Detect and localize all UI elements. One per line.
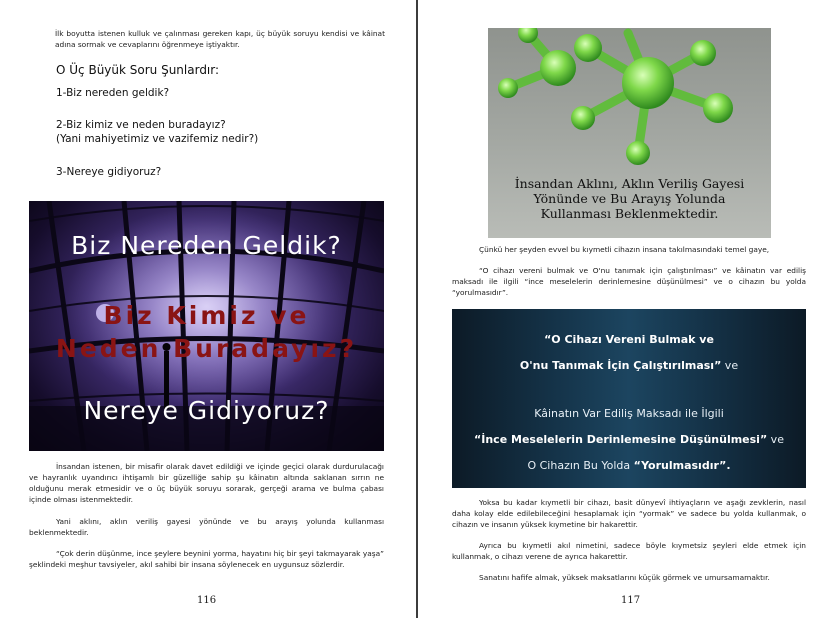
page-number-right: 117 [621,595,641,606]
image-line-1: Biz Nereden Geldik? [71,231,342,260]
banner-line-5-pre: O Cihazın Bu Yolda [527,459,634,472]
paragraph-3: “Çok derin düşünme, ince şeylere beynini yorma, hayatını hiç bir şeyi takmayarak yaşa” şeklindeki meşhur tavsiyeler, akıl sahibi bir insana söylenecek en uygunsuz sözlerdir. [29,549,384,569]
questions-image [29,201,384,451]
right-paragraph-5: Sanatını hafife almak, yüksek maksatlarını küçük görmek ve umursamamaktır. [479,573,770,582]
banner-line-2-bold: O'nu Tanımak İçin Çalıştırılması” [519,359,722,372]
banner-line-4 [452,433,806,446]
intro-paragraph: İlk boyutta istenen kulluk ve çalınması gereken kapı, üç büyük soruyu kendisi ve kâinat adına sormak ve cevaplarını öğrenmeye iştiyaktır. [55,29,385,49]
banner-line-1-text: “O Cihazı Vereni Bulmak ve [544,333,714,346]
banner-line-5 [452,459,806,472]
page-number-left: 116 [197,595,217,606]
banner-line-5-bold: “Yorulmasıdır”. [633,459,731,472]
caption-line-3: Kullanması Beklenmektedir. [540,206,719,221]
caption-line-2: Yönünde ve Bu Arayış Yolunda [533,191,726,206]
image-line-2: Biz Kimiz ve [103,301,310,330]
banner-line-2 [452,359,806,372]
image-line-3: Neden Buradayız? [55,334,358,363]
banner-line-4-rest: ve [767,433,784,446]
image-caption [488,176,771,221]
question-3: 3-Nereye gidiyoruz? [56,166,162,178]
paragraph-2: Yani aklını, aklın veriliş gayesi yönünde ve bu arayış yolunda kullanması beklenmektedir. [29,517,384,537]
banner-line-4-bold: “İnce Meselelerin Derinlemesine Düşünülmesi” [474,433,768,446]
banner-line-3: Kâinatın Var Ediliş Maksadı ile İlgili [534,407,724,420]
question-2: 2-Biz kimiz ve neden buradayız? [56,119,226,131]
right-paragraph-3: Yoksa bu kadar kıymetli bir cihazı, basit dünyevî ihtiyaçların ve aşağı zevklerin, nasıl daha kolay elde edilebileceğini hesaplamak için “yormak” ve sadece bu yolda kullanmak, o cihazın ve insanın yüksek kıymetine bir hakarettir. [452,498,806,529]
right-paragraph-2: “O cihazı vereni bulmak ve O'nu tanımak için çalıştırılması” ve kâinatın var ediliş maksadı ile ilgili “ince meselelerin derinlemesine düşünülmesi” ve o cihazın bu yolda “yorulmasıdır”. [452,266,806,297]
question-2-detail: (Yani mahiyetimiz ve vazifemiz nedir?) [56,133,259,145]
image-line-4: Nereye Gidiyoruz? [83,396,330,425]
paragraph-1: İnsandan istenen, bir misafir olarak davet edildiği ve içinde geçici olarak durdurulacağı ve hayranlık uyandırıcı ihtişamlı bir güzelliğe sahip şu kâinatın altında saklanan sırrın ne olduğunu merak etmesidir ve o üç büyük soruyu sorarak, gerçeği arama ve bulma çabası içinde olması istenmektedir. [29,462,384,504]
questions-heading: O Üç Büyük Soru Şunlardır: [56,63,220,77]
banner-line-2-rest: ve [721,359,739,372]
quote-banner [452,309,806,488]
glass-molecule-image [488,28,771,238]
page-divider [416,0,418,618]
right-paragraph-4: Ayrıca bu kıymetli akıl nimetini, sadece böyle kıymetsiz şeyleri elde etmek için kullanmak, o cihazı verene de ayrıca hakarettir. [452,541,806,561]
caption-line-1: İnsandan Aklını, Aklın Veriliş Gayesi [514,176,745,191]
question-1: 1-Biz nereden geldik? [56,87,170,99]
banner-line-1 [452,333,806,346]
right-paragraph-1: Çünkü her şeyden evvel bu kıymetli cihazın insana takılmasındaki temel gaye, [479,245,770,254]
